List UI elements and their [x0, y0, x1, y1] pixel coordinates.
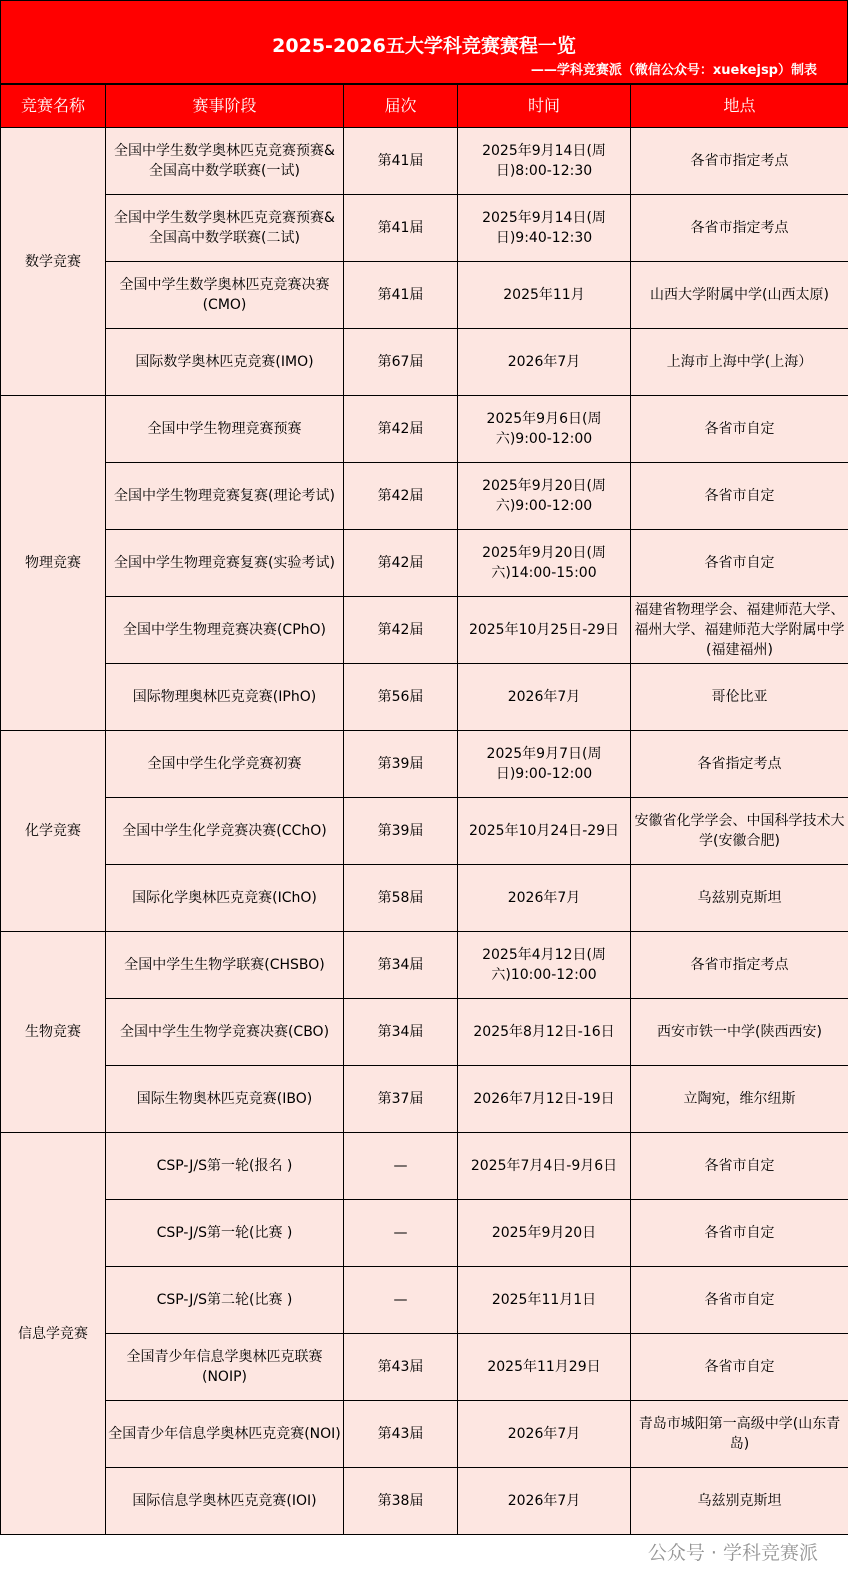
location-cell: 上海市上海中学(上海） [631, 329, 848, 396]
location-cell: 立陶宛，维尔纽斯 [631, 1066, 848, 1133]
location-cell: 安徽省化学学会、中国科学技术大学(安徽合肥) [631, 798, 848, 865]
edition-cell: — [344, 1200, 458, 1267]
edition-cell: 第42届 [344, 530, 458, 597]
competition-name: 生物竞赛 [1, 932, 106, 1133]
time-cell: 2026年7月 [458, 329, 631, 396]
table-row [1, 999, 848, 1066]
location-cell: 各省市自定 [631, 1133, 848, 1200]
stage-cell: 全国中学生化学竞赛决赛(CChO) [106, 798, 344, 865]
edition-cell: 第42届 [344, 396, 458, 463]
edition-cell: 第38届 [344, 1468, 458, 1535]
table-row [1, 731, 848, 798]
location-cell: 西安市铁一中学(陕西西安) [631, 999, 848, 1066]
edition-cell: 第42届 [344, 597, 458, 664]
stage-cell: 全国青少年信息学奥林匹克竞赛(NOI) [106, 1401, 344, 1468]
location-cell: 各省市自定 [631, 396, 848, 463]
stage-cell: 全国青少年信息学奥林匹克联赛(NOIP) [106, 1334, 344, 1401]
time-cell: 2025年9月20日(周六)9:00-12:00 [458, 463, 631, 530]
competition-name: 物理竞赛 [1, 396, 106, 731]
header-row [1, 85, 848, 128]
location-cell: 各省市指定考点 [631, 195, 848, 262]
edition-cell: 第41届 [344, 195, 458, 262]
column-header: 届次 [344, 85, 458, 128]
table-row [1, 1401, 848, 1468]
time-cell: 2026年7月 [458, 865, 631, 932]
table-row [1, 1133, 848, 1200]
table-row [1, 329, 848, 396]
subtitle: ——学科竞赛派（微信公众号：xuekejsp）制表 [530, 63, 817, 78]
location-cell: 各省市自定 [631, 530, 848, 597]
table-row [1, 865, 848, 932]
location-cell: 青岛市城阳第一高级中学(山东青岛) [631, 1401, 848, 1468]
table-row [1, 1200, 848, 1267]
stage-cell: 国际物理奥林匹克竞赛(IPhO) [106, 664, 344, 731]
stage-cell: 全国中学生数学奥林匹克竞赛决赛(CMO) [106, 262, 344, 329]
table-row [1, 597, 848, 664]
table-row [1, 1267, 848, 1334]
column-header: 地点 [631, 85, 848, 128]
location-cell: 各省市指定考点 [631, 128, 848, 195]
table-row [1, 1468, 848, 1535]
location-cell: 哥伦比亚 [631, 664, 848, 731]
table-row [1, 463, 848, 530]
time-cell: 2025年9月14日(周日)9:40-12:30 [458, 195, 631, 262]
time-cell: 2025年9月20日(周六)14:00-15:00 [458, 530, 631, 597]
table-row [1, 128, 848, 195]
edition-cell: 第37届 [344, 1066, 458, 1133]
location-cell: 山西大学附属中学(山西太原) [631, 262, 848, 329]
title-banner [0, 0, 848, 84]
location-cell: 福建省物理学会、福建师范大学、福州大学、福建师范大学附属中学(福建福州) [631, 597, 848, 664]
stage-cell: 全国中学生化学竞赛初赛 [106, 731, 344, 798]
stage-cell: CSP-J/S第二轮(比赛 ) [106, 1267, 344, 1334]
edition-cell: 第43届 [344, 1401, 458, 1468]
table-row [1, 1066, 848, 1133]
edition-cell: 第67届 [344, 329, 458, 396]
column-header: 时间 [458, 85, 631, 128]
location-cell: 各省市自定 [631, 1267, 848, 1334]
edition-cell: 第41届 [344, 262, 458, 329]
edition-cell: — [344, 1133, 458, 1200]
location-cell: 各省市自定 [631, 1334, 848, 1401]
time-cell: 2025年11月 [458, 262, 631, 329]
edition-cell: 第56届 [344, 664, 458, 731]
location-cell: 各省市指定考点 [631, 932, 848, 999]
competition-name: 信息学竞赛 [1, 1133, 106, 1535]
edition-cell: 第34届 [344, 932, 458, 999]
time-cell: 2025年8月12日-16日 [458, 999, 631, 1066]
stage-cell: CSP-J/S第一轮(报名 ) [106, 1133, 344, 1200]
table-row [1, 195, 848, 262]
schedule-table [0, 84, 848, 1535]
time-cell: 2025年7月4日-9月6日 [458, 1133, 631, 1200]
time-cell: 2025年9月20日 [458, 1200, 631, 1267]
table-row [1, 664, 848, 731]
time-cell: 2025年9月6日(周六)9:00-12:00 [458, 396, 631, 463]
stage-cell: 全国中学生数学奥林匹克竞赛预赛&全国高中数学联赛(一试) [106, 128, 344, 195]
time-cell: 2025年10月24日-29日 [458, 798, 631, 865]
competition-name: 化学竞赛 [1, 731, 106, 932]
time-cell: 2025年11月1日 [458, 1267, 631, 1334]
edition-cell: 第34届 [344, 999, 458, 1066]
stage-cell: 全国中学生物理竞赛复赛(理论考试) [106, 463, 344, 530]
stage-cell: 国际数学奥林匹克竞赛(IMO) [106, 329, 344, 396]
location-cell: 各省市自定 [631, 1200, 848, 1267]
competition-name: 数学竞赛 [1, 128, 106, 396]
time-cell: 2026年7月12日-19日 [458, 1066, 631, 1133]
stage-cell: 国际化学奥林匹克竞赛(IChO) [106, 865, 344, 932]
table-row [1, 530, 848, 597]
page-title: 2025-2026五大学科竞赛赛程一览 [272, 35, 576, 57]
stage-cell: 全国中学生物理竞赛决赛(CPhO) [106, 597, 344, 664]
stage-cell: 国际生物奥林匹克竞赛(IBO) [106, 1066, 344, 1133]
edition-cell: 第58届 [344, 865, 458, 932]
time-cell: 2025年10月25日-29日 [458, 597, 631, 664]
table-row [1, 1334, 848, 1401]
edition-cell: 第42届 [344, 463, 458, 530]
stage-cell: 国际信息学奥林匹克竞赛(IOI) [106, 1468, 344, 1535]
column-header: 赛事阶段 [106, 85, 344, 128]
column-header: 竞赛名称 [1, 85, 106, 128]
table-row [1, 798, 848, 865]
time-cell: 2026年7月 [458, 664, 631, 731]
time-cell: 2025年9月7日(周日)9:00-12:00 [458, 731, 631, 798]
time-cell: 2026年7月 [458, 1401, 631, 1468]
edition-cell: 第39届 [344, 731, 458, 798]
stage-cell: 全国中学生物理竞赛复赛(实验考试) [106, 530, 344, 597]
location-cell: 各省指定考点 [631, 731, 848, 798]
footer-watermark: 公众号 · 学科竞赛派 [647, 1542, 818, 1564]
edition-cell: 第43届 [344, 1334, 458, 1401]
stage-cell: 全国中学生数学奥林匹克竞赛预赛&全国高中数学联赛(二试) [106, 195, 344, 262]
stage-cell: CSP-J/S第一轮(比赛 ) [106, 1200, 344, 1267]
table-row [1, 932, 848, 999]
edition-cell: — [344, 1267, 458, 1334]
location-cell: 乌兹别克斯坦 [631, 865, 848, 932]
location-cell: 乌兹别克斯坦 [631, 1468, 848, 1535]
location-cell: 各省市自定 [631, 463, 848, 530]
stage-cell: 全国中学生生物学联赛(CHSBO) [106, 932, 344, 999]
time-cell: 2026年7月 [458, 1468, 631, 1535]
table-row [1, 396, 848, 463]
stage-cell: 全国中学生生物学竞赛决赛(CBO) [106, 999, 344, 1066]
time-cell: 2025年4月12日(周六)10:00-12:00 [458, 932, 631, 999]
table-row [1, 262, 848, 329]
edition-cell: 第39届 [344, 798, 458, 865]
edition-cell: 第41届 [344, 128, 458, 195]
stage-cell: 全国中学生物理竞赛预赛 [106, 396, 344, 463]
time-cell: 2025年9月14日(周日)8:00-12:30 [458, 128, 631, 195]
time-cell: 2025年11月29日 [458, 1334, 631, 1401]
